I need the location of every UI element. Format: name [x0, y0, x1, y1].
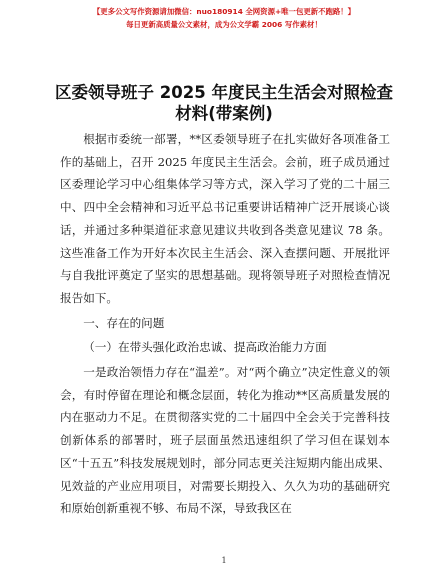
intro-paragraph: 根据市委统一部署，**区委领导班子在扎实做好各项准备工作的基础上，召开 2025 年度民主生活会。会前，班子成员通过区委理论学习中心组集体学习等方式，深入学习了党的二十届三中、四中全会精神和习近平总书记重要讲话精神广泛开展谈心谈话，并通过多种渠道征求意见建议共收到各类意见建议 78 条。这些准备工作为开好本次民主生活会、深入查摆问题、开展批评与自我批评奠定了坚实的思想基础。现将领导班子对照检查情况报告如下。: [60, 132, 390, 305]
section-heading: 一、存在的问题: [83, 315, 165, 330]
body-paragraph: 一是政治领悟力存在“温差”。对“两个确立”决定性意义的领会，有时停留在理论和概念层面，转化为推动**区高质量发展的内在驱动力不足。在贯彻落实党的二十届四中全会关于完善科技创新体系的部署时，班子层面虽然迅速组织了学习但在谋划本区“十五五”科技发展规划时，部分同志更关注短期内能出成果、见效益的产业应用项目，对需要长期投入、久久为功的基础研究和原始创新重视不够、布局不深，导致我区在: [60, 365, 390, 516]
subsection-heading: （一）在带头强化政治忠诚、提高政治能力方面: [83, 340, 327, 355]
promo-banner: [0, 6, 448, 31]
document-body: [60, 128, 390, 520]
page-number: 1: [221, 556, 227, 565]
document-title: 区委领导班子 2025 年度民主生活会对照检查材料(带案例): [55, 83, 393, 123]
banner-line-1: 【更多公文写作资源请加微信：nuo180914 全网资源+唯一包更新不跑路！】: [92, 7, 356, 16]
banner-line-2: 每日更新高质量公文素材，成为公文学霸 2006 写作素材！: [126, 20, 322, 29]
